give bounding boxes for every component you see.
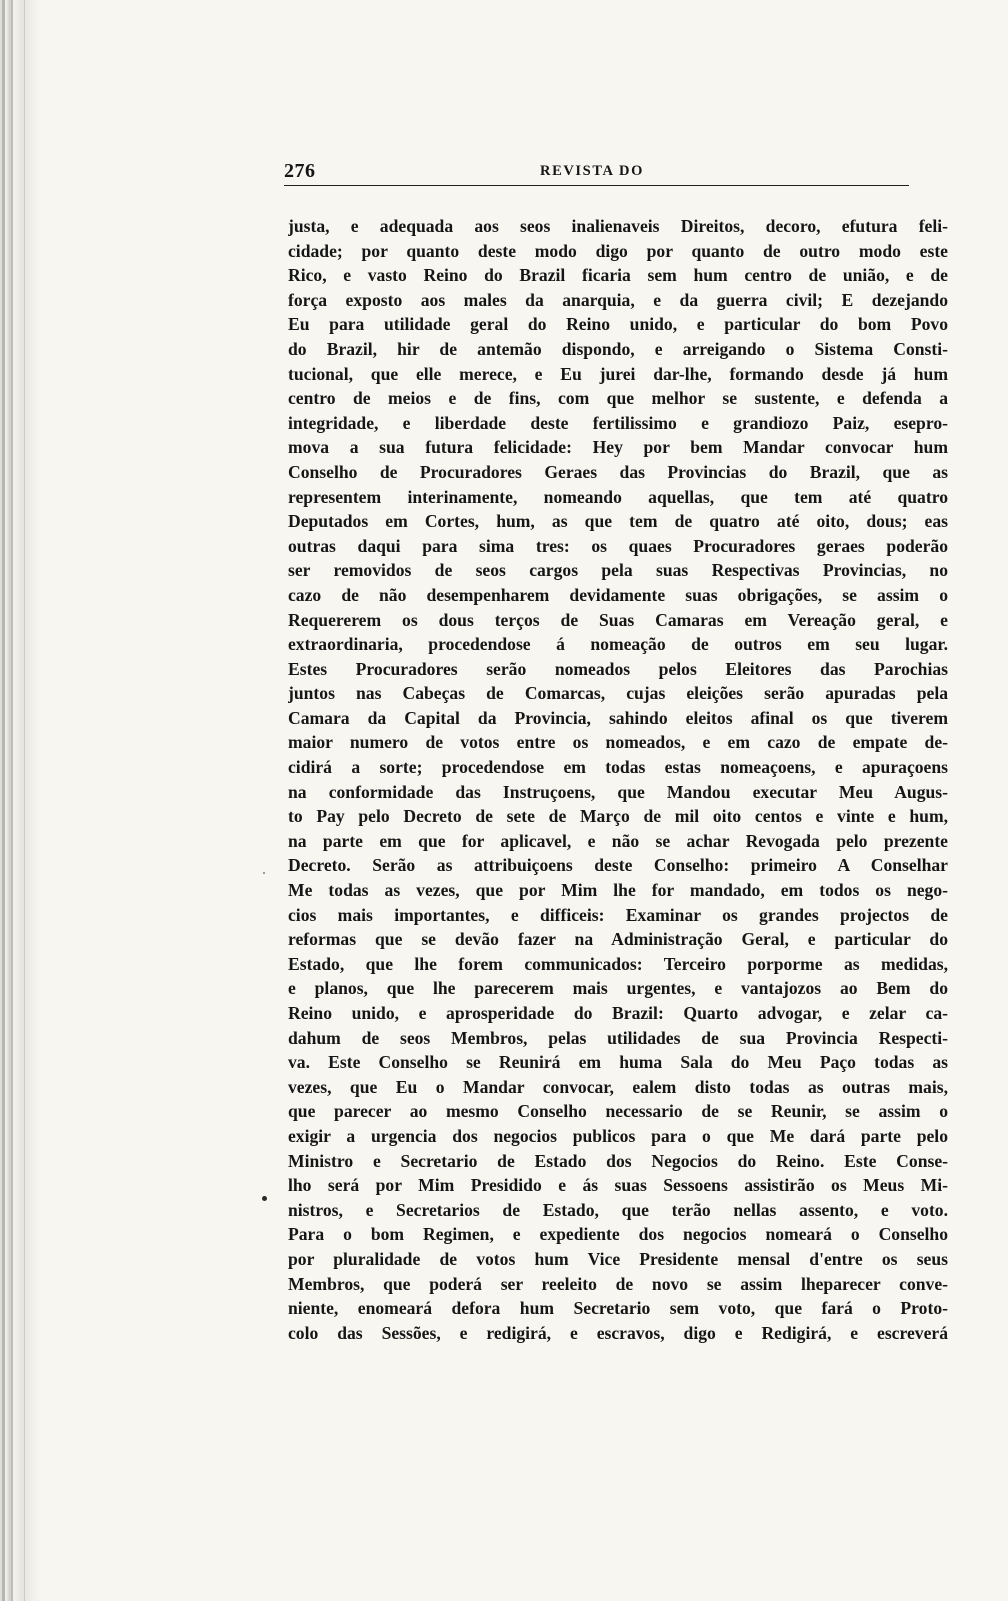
text-line: que parecer ao mesmo Conselho necessario de se Reunir, se assim o bbox=[288, 1101, 948, 1122]
text-line: Conselho de Procuradores Geraes das Provincias do Brazil, que as bbox=[288, 461, 948, 482]
text-line: dahum de seos Membros, pelas utilidades de sua Provincia Respecti- bbox=[288, 1027, 948, 1048]
text-line: Ministro e Secretario de Estado dos Negocios do Reino. Este Conse- bbox=[288, 1150, 948, 1171]
text-line: e planos, que lhe parecerem mais urgentes, e vantajozos ao Bem do bbox=[288, 978, 948, 999]
text-line: to Pay pelo Decreto de sete de Março de mil oito centos e vinte e hum, bbox=[288, 806, 948, 827]
text-line: por pluralidade de votos hum Vice Presidente mensal d'entre os seus bbox=[288, 1248, 948, 1269]
text-line: Estado, que lhe forem communicados: Terceiro porporme as medidas, bbox=[288, 953, 948, 974]
text-line: juntos nas Cabeças de Comarcas, cujas eleições serão apuradas pela bbox=[288, 683, 948, 704]
text-line: extraordinaria, procedendose á nomeação de outros em seu lugar. bbox=[288, 634, 948, 655]
page-number: 276 bbox=[284, 160, 316, 182]
text-line: força exposto aos males da anarquia, e da guerra civil; E dezejando bbox=[288, 289, 948, 310]
text-line: outras daqui para sima tres: os quaes Procuradores geraes poderão bbox=[288, 535, 948, 556]
text-line: niente, enomeará defora hum Secretario sem voto, que fará o Proto- bbox=[288, 1298, 948, 1319]
text-line: representem interinamente, nomeando aquellas, que tem até quatro bbox=[288, 486, 948, 507]
text-line: tucional, que elle merece, e Eu jurei dar-lhe, formando desde já hum bbox=[288, 363, 948, 384]
binding-line bbox=[11, 0, 13, 1601]
page-header bbox=[284, 152, 909, 186]
body-text bbox=[288, 214, 948, 1345]
text-line: Rico, e vasto Reino do Brazil ficaria sem hum centro de união, e de bbox=[288, 265, 948, 286]
text-line: ser removidos de seos cargos pela suas Respectivas Provincias, no bbox=[288, 560, 948, 581]
ink-speck bbox=[262, 1196, 267, 1201]
text-line: integridade, e liberdade deste fertilissimo e grandiozo Paiz, esepro- bbox=[288, 412, 948, 433]
text-line: na parte em que for aplicavel, e não se achar Revogada pelo prezente bbox=[288, 830, 948, 851]
text-line: Eu para utilidade geral do Reino unido, e particular do bom Povo bbox=[288, 314, 948, 335]
text-line: mova a sua futura felicidade: Hey por bem Mandar convocar hum bbox=[288, 437, 948, 458]
text-line: exigir a urgencia dos negocios publicos para o que Me dará parte pelo bbox=[288, 1125, 948, 1146]
text-line: cazo de não desempenharem devidamente suas obrigações, se assim o bbox=[288, 584, 948, 605]
text-line: reformas que se devão fazer na Administração Geral, e particular do bbox=[288, 929, 948, 950]
running-head: REVISTA DO bbox=[540, 163, 644, 179]
binding-line bbox=[24, 0, 25, 1601]
text-line: Camara da Capital da Provincia, sahindo eleitos afinal os que tiverem bbox=[288, 707, 948, 728]
text-line: Reino unido, e aprosperidade do Brazil: Quarto advogar, e zelar ca- bbox=[288, 1003, 948, 1023]
text-line: va. Este Conselho se Reunirá em huma Sala do Meu Paço todas as bbox=[288, 1052, 948, 1073]
text-line: lho será por Mim Presidido e ás suas Sessoens assistirão os Meus Mi- bbox=[288, 1175, 948, 1196]
text-line: Me todas as vezes, que por Mim lhe for mandado, em todos os nego- bbox=[288, 880, 948, 901]
text-line: Para o bom Regimen, e expediente dos negocios nomeará o Conselho bbox=[288, 1224, 948, 1245]
header-rule bbox=[284, 185, 909, 186]
binding-line bbox=[2, 0, 5, 1601]
text-line: colo das Sessões, e redigirá, e escravos, digo e Redigirá, e escreverá bbox=[288, 1322, 948, 1343]
text-line: Membros, que poderá ser reeleito de novo se assim lheparecer conve- bbox=[288, 1273, 948, 1294]
text-line: Deputados em Cortes, hum, as que tem de quatro até oito, dous; eas bbox=[288, 511, 948, 532]
text-line: maior numero de votos entre os nomeados, e em cazo de empate de- bbox=[288, 732, 948, 753]
text-line: Requererem os dous terços de Suas Camaras em Vereação geral, e bbox=[288, 609, 948, 630]
text-line: Decreto. Serão as attribuiçoens deste Conselho: primeiro A Conselhar bbox=[288, 855, 948, 876]
text-line: cios mais importantes, e difficeis: Examinar os grandes projectos de bbox=[288, 904, 948, 925]
text-line: justa, e adequada aos seos inalienaveis Direitos, decoro, efutura feli- bbox=[288, 216, 948, 236]
text-line: na conformidade das Instruçoens, que Mandou executar Meu Augus- bbox=[288, 781, 948, 802]
text-line: centro de meios e de fins, com que melhor se sustente, e defenda a bbox=[288, 388, 948, 409]
text-line: do Brazil, hir de antemão dispondo, e arreigando o Sistema Consti- bbox=[288, 338, 948, 359]
binding-edge bbox=[0, 0, 40, 1601]
text-line: cidade; por quanto deste modo digo por quanto de outro modo este bbox=[288, 240, 948, 261]
text-line: cidirá a sorte; procedendose em todas estas nomeaçoens, e apuraçoens bbox=[288, 757, 948, 778]
ink-speck bbox=[263, 872, 265, 874]
text-line: Estes Procuradores serão nomeados pelos Eleitores das Parochias bbox=[288, 658, 948, 679]
text-line: nistros, e Secretarios de Estado, que terão nellas assento, e voto. bbox=[288, 1199, 948, 1220]
text-line: vezes, que Eu o Mandar convocar, ealem disto todas as outras mais, bbox=[288, 1076, 948, 1097]
